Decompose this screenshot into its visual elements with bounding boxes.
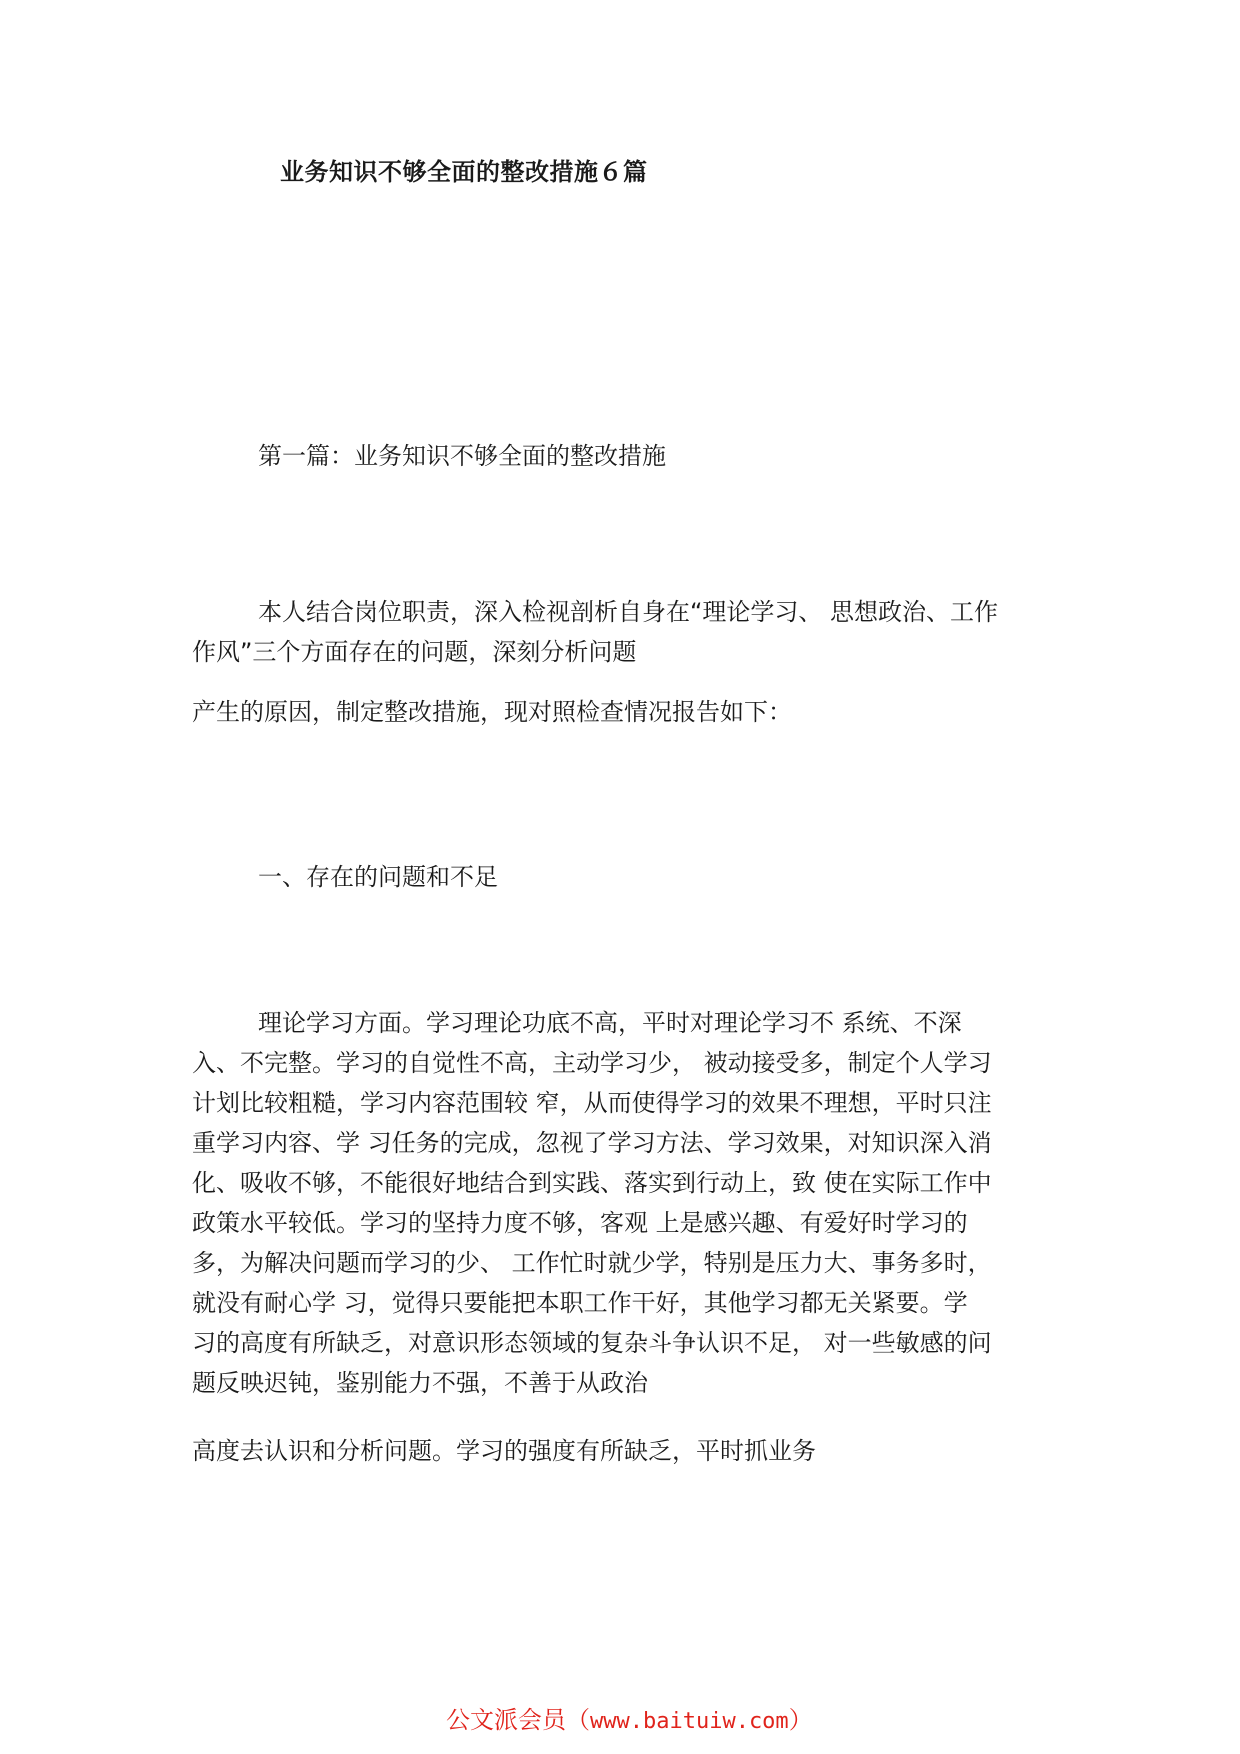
intro-line: 产生的原因，制定整改措施，现对照检查情况报告如下： [192,698,792,726]
theory-line: 政策水平较低。学习的坚持力度不够，客观 上是感兴趣、有爱好时学习的 [192,1209,968,1237]
theory-line: 重学习内容、学 习任务的完成，忽视了学习方法、学习效果，对知识深入消 [192,1129,992,1157]
footer-close: ） [788,1706,813,1734]
intro-line: 本人结合岗位职责，深入检视剖析自身在“理论学习、 思想政治、工作 [258,598,999,626]
footer-watermark[interactable] [446,1700,813,1735]
intro-paragraph-continued [192,692,1072,732]
theory-line: 入、不完整。学习的自觉性不高，主动学习少， 被动接受多，制定个人学习 [192,1049,992,1077]
heading-problems: 一、存在的问题和不足 [258,863,498,891]
theory-line: 习的高度有所缺乏，对意识形态领域的复杂斗争认识不足， 对一些敏感的问 [192,1329,992,1357]
theory-line: 理论学习方面。学习理论功底不高，平时对理论学习不 系统、不深 [258,1009,962,1037]
theory-paragraph-continued [192,1431,1072,1471]
theory-line: 多，为解决问题而学习的少、 工作忙时就少学，特别是压力大、事务多时， [192,1249,992,1277]
theory-line: 计划比较粗糙，学习内容范围较 窄，从而使得学习的效果不理想，平时只注 [192,1089,992,1117]
theory-paragraph [192,1003,1072,1403]
theory-line: 化、吸收不够，不能很好地结合到实践、落实到行动上，致 使在实际工作中 [192,1169,992,1197]
theory-line: 高度去认识和分析问题。学习的强度有所缺乏，平时抓业务 [192,1437,816,1465]
intro-line: 作风”三个方面存在的问题，深刻分析问题 [192,638,637,666]
section-title: 第一篇：业务知识不够全面的整改措施 [258,442,666,470]
footer-label: 公文派会员（ [446,1706,590,1734]
theory-line: 就没有耐心学 习，觉得只要能把本职工作干好，其他学习都无关紧要。学 [192,1289,968,1317]
document-title: 业务知识不够全面的整改措施６篇 [280,158,648,186]
theory-line: 题反映迟钝，鉴别能力不强，不善于从政治 [192,1369,648,1397]
intro-paragraph [192,592,1072,672]
footer-url[interactable]: www.baituiw.com [590,1709,789,1734]
